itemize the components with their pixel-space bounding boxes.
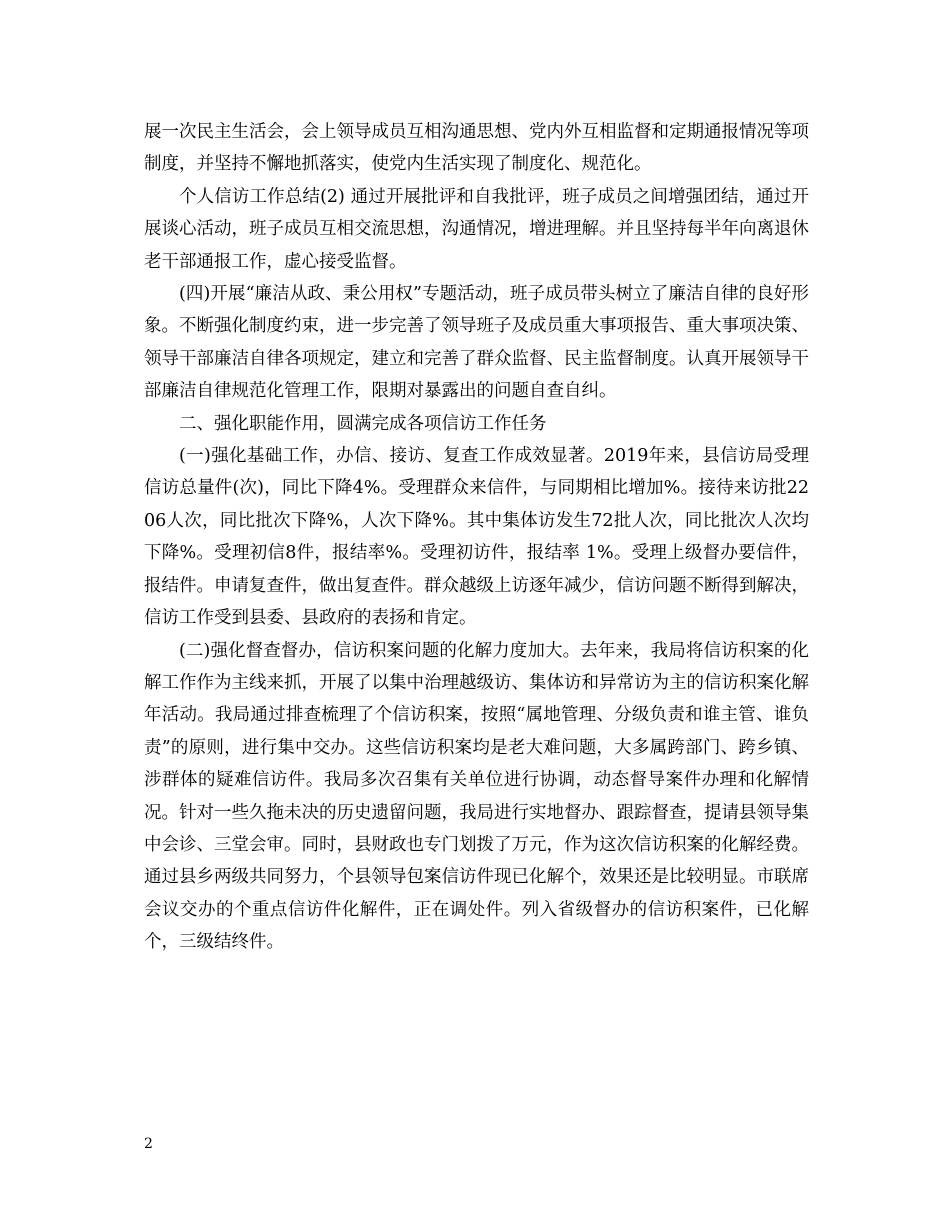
paragraph-basic-work: (一)强化基础工作，办信、接访、复查工作成效显著。2019年来，县信访局受理信访总量件(次)，同比下降4%。受理群众来信件，与同期相比增加%。接待来访批2206人次，同比批次下降%，人次下降%。其中集体访发生72批人次，同比批次人次均下降%。受理初信8件，报结率%。受理初访件，报结率 1%。受理上级督办要信件，报结件。申请复查件，做出复查件。群众越级上访逐年减少，信访问题不断得到解决，信访工作受到县委、县政府的表扬和肯定。	[144, 446, 809, 629]
document-body	[144, 116, 809, 959]
paragraph-clean-governance-activity: (四)开展“廉洁从政、秉公用权”专题活动，班子成员带头树立了廉洁自律的良好形象。不断强化制度约束，进一步完善了领导班子及成员重大事项报告、重大事项决策、领导干部廉洁自律各项规定，建立和完善了群众监督、民主监督制度。认真开展领导干部廉洁自律规范化管理工作，限期对暴露出的问题自查自纠。	[144, 284, 809, 402]
paragraph-personal-petition-summary: 个人信访工作总结(2) 通过开展批评和自我批评，班子成员之间增强团结，通过开展谈心活动，班子成员互相交流思想，沟通情况，增进理解。并且坚持每半年向离退休老干部通报工作，虚心接受监督。	[144, 186, 809, 272]
paragraph-democratic-life-meeting: 展一次民主生活会，会上领导成员互相沟通思想、党内外互相监督和定期通报情况等项制度，并坚持不懈地抓落实，使党内生活实现了制度化、规范化。	[144, 122, 809, 175]
page-number: 2	[144, 1136, 153, 1152]
section-heading-strengthen-functions: 二、强化职能作用，圆满完成各项信访工作任务	[179, 413, 547, 434]
paragraph-supervision-backlog: (二)强化督查督办，信访积案问题的化解力度加大。去年来，我局将信访积案的化解工作作为主线来抓，开展了以集中治理越级访、集体访和异常访为主的信访积案化解年活动。我局通过排查梳理了个信访积案，按照“属地管理、分级负责和谁主管、谁负责”的原则，进行集中交办。这些信访积案均是老大难问题，大多属跨部门、跨乡镇、涉群体的疑难信访件。我局多次召集有关单位进行协调，动态督导案件办理和化解情况。针对一些久拖未决的历史遗留问题，我局进行实地督办、跟踪督查，提请县领导集中会诊、三堂会审。同时，县财政也专门划拨了万元，作为这次信访积案的化解经费。通过县乡两级共同努力，个县领导包案信访件现已化解个，效果还是比较明显。市联席会议交办的个重点信访件化解件，正在调处件。列入省级督办的信访积案件，已化解个，三级结终件。	[144, 640, 809, 953]
